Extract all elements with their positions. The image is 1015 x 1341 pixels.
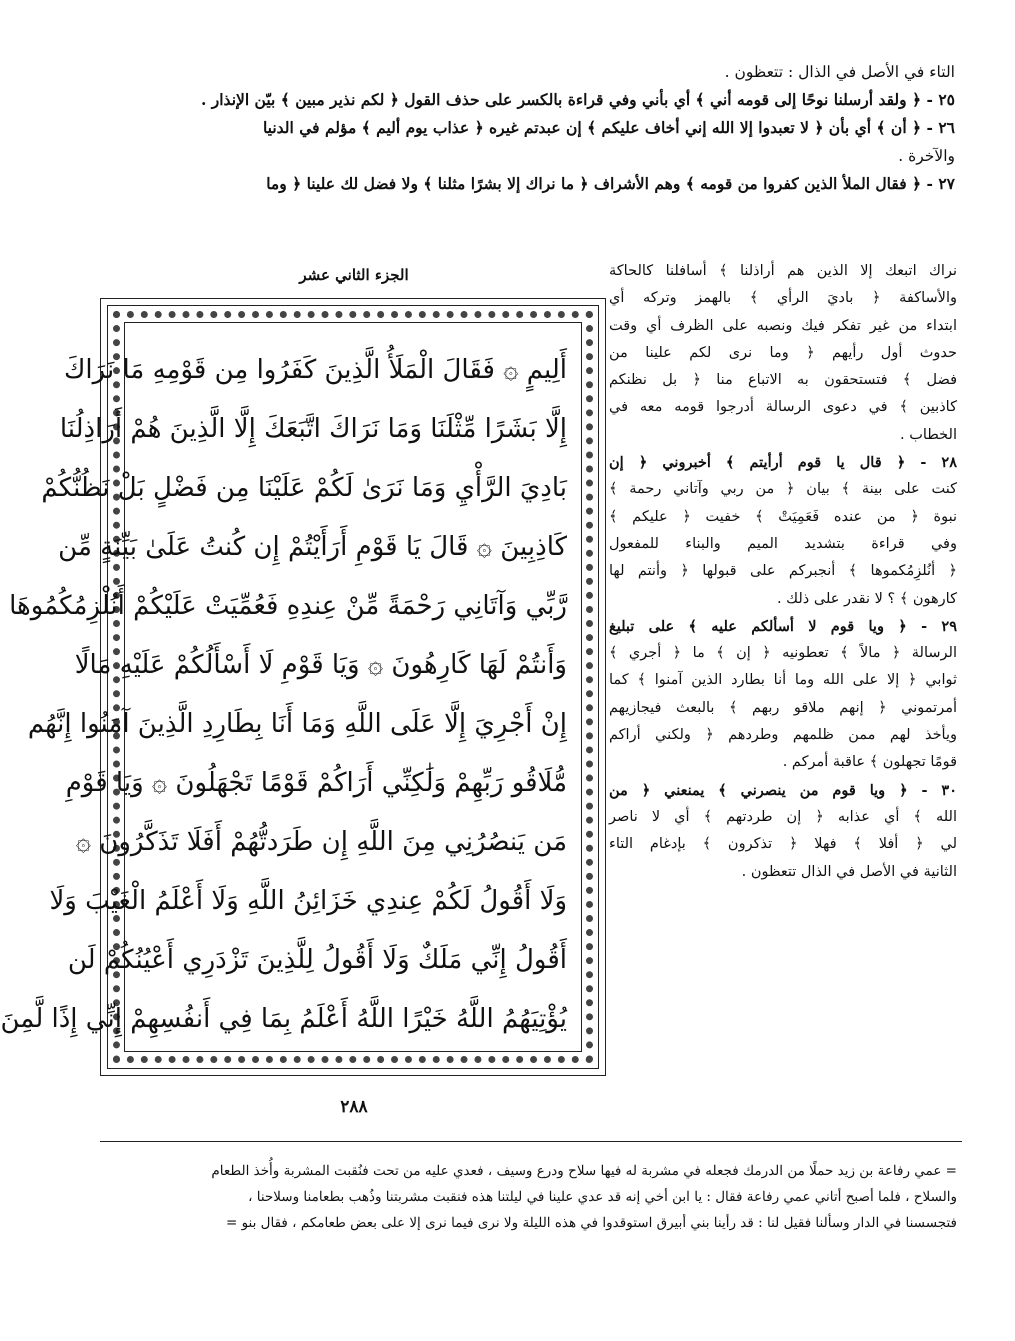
commentary-line: كنت على بينة ﴾ بيان ﴿ من ربي وآتاني رحمة ﴾ [609,481,957,498]
side-commentary [609,258,957,886]
footnote-line: والسلاح ، فلما أصبح أتاني عمي رفاعة فقال : يا ابن أخي إنه قد عدي علينا في ليلتنا هذه فنقبت مشربتنا وذُهب بطعامنا وسلاحنا ، [248,1189,957,1205]
quran-line: بَادِيَ الرَّأْيِ وَمَا نَرَىٰ لَكُمْ عَلَيْنَا مِن فَضْلٍ بَلْ نَظُنُّكُمْ [41,473,567,503]
commentary-line: ابتداء من غير تفكر فيك ونصبه على الظرف أي وقت [609,317,957,334]
footnote-line: فتجسسنا في الدار وسألنا فقيل لنا : قد رأينا بني أبيرق استوقدوا في هذه الليلة ولا نرى فيما نرى إلا على بعض طعامكم ، فقال بنو = [225,1215,957,1231]
commentary-line: كارهون ﴾ ؟ لا نقدر على ذلك . [776,590,957,607]
commentary-line: ٢٦ - ﴿ أن ﴾ أي بأن ﴿ لا تعبدوا إلا الله إني أخاف عليكم ﴾ إن عبدتم غيره ﴿ عذاب يوم أليم ﴾ مؤلم في الدنيا [262,118,955,137]
commentary-line: الخطاب . [900,426,957,443]
commentary-line: ٣٠ - ﴿ ويا قوم من ينصرني ﴾ يمنعني ﴿ من [609,781,957,799]
commentary-line: نراك اتبعك إلا الذين هم أراذلنا ﴾ أسافلنا كالحاكة [609,263,957,279]
commentary-line: كاذبين ﴾ في دعوى الرسالة أدرجوا قومه معه في [609,399,957,416]
footnote [93,1158,957,1236]
commentary-line: فضل ﴾ فتستحقون به الاتباع منا ﴿ بل نظنكم [609,372,957,389]
commentary-line: وفي قراءة بتشديد الميم والبناء للمفعول [609,535,957,552]
quran-line: وَلَا أَقُولُ لَكُمْ عِندِي خَزَائِنُ اللَّهِ وَلَا أَعْلَمُ الْغَيْبَ وَلَا [49,886,567,916]
commentary-line: نبوة ﴿ من عنده فَعَمِيَتْ ﴾ خفيت ﴿ عليكم ﴾ [609,508,957,525]
commentary-line: الله ﴾ أي عذابه ﴿ إن طردتهم ﴾ أي لا ناصر [609,808,957,825]
commentary-line: ٢٩ - ﴿ ويا قوم لا أسألكم عليه ﴾ على تبليغ [609,617,957,635]
commentary-line: ﴿ أنُلزِمُكموها ﴾ أنجبركم على قبولها ﴿ وأنتم لها [609,563,957,580]
commentary-line: التاء في الأصل في الذال : تتعظون . [724,63,955,81]
commentary-line: ثوابي ﴿ إلا على الله وما أنا بطارد الذين آمنوا ﴾ كما [609,672,957,689]
quran-line: أَقُولُ إِنِّي مَلَكٌ وَلَا أَقُولُ لِلَّذِينَ تَزْدَرِي أَعْيُنُكُمْ لَن [67,945,567,975]
commentary-line: أمرتموني ﴿ إنهم ملاقو ربهم ﴾ بالبعث فيجازيهم [609,699,957,716]
quran-text [0,322,582,1052]
commentary-line: الثانية في الأصل في الذال تتعظون . [741,863,957,880]
commentary-line: الرسالة ﴿ مالاً ﴾ تعطونيه ﴿ إن ﴾ ما ﴿ أجري ﴾ [609,645,957,662]
commentary-line: لي ﴿ أفلا ﴾ فهلا ﴿ تذكرون ﴾ بإدغام التاء [609,836,957,853]
quran-line: مَن يَنصُرُنِي مِنَ اللَّهِ إِن طَرَدتُّهُمْ أَفَلَا تَذَكَّرُونَ ۞ [75,827,567,857]
footnote-divider [100,1141,962,1142]
commentary-line: ٢٥ - ﴿ ولقد أرسلنا نوحًا إلى قومه أني ﴾ أي بأني وفي قراءة بالكسر على حذف القول ﴿ لكم نذير مبين ﴾ بيّن الإنذار . [200,90,955,109]
commentary-line: حدوث أول رأيهم ﴿ وما نرى لكم علينا من [609,344,957,361]
commentary-line: ٢٧ - ﴿ فقال الملأ الذين كفروا من قومه ﴾ وهم الأشراف ﴿ ما نراك إلا بشرًا مثلنا ﴾ ولا فضل لك علينا ﴿ وما [266,174,955,193]
quran-line: كَاذِبِينَ ۞ قَالَ يَا قَوْمِ أَرَأَيْتُمْ إِن كُنتُ عَلَىٰ بَيِّنَةٍ مِّن [58,532,567,562]
juz-title: الجزء الثاني عشر [299,266,409,284]
quran-line: إِنْ أَجْرِيَ إِلَّا عَلَى اللَّهِ وَمَا أَنَا بِطَارِدِ الَّذِينَ آمَنُوا إِنَّهُم [27,709,567,739]
quran-line: إِلَّا بَشَرًا مِّثْلَنَا وَمَا نَرَاكَ اتَّبَعَكَ إِلَّا الَّذِينَ هُمْ أَرَاذِلُنَا [59,414,567,444]
mushaf-frame [0,298,606,1076]
quran-line: وَأَنتُمْ لَهَا كَارِهُونَ ۞ وَيَا قَوْمِ لَا أَسْأَلُكُمْ عَلَيْهِ مَالًا [74,650,567,680]
top-commentary [89,58,955,198]
commentary-line: ٢٨ - ﴿ قال يا قوم أرأيتم ﴾ أخبروني ﴿ إن [609,454,957,472]
quran-line: أَلِيمٍ ۞ فَقَالَ الْمَلَأُ الَّذِينَ كَفَرُوا مِن قَوْمِهِ مَا نَرَاكَ [63,355,567,385]
page-number: ٢٨٨ [340,1097,368,1117]
quran-line: رَّبِّي وَآتَانِي رَحْمَةً مِّنْ عِندِهِ فَعُمِّيَتْ عَلَيْكُمْ أَنُلْزِمُكُمُوهَا [9,591,567,621]
commentary-line: والأساكفة ﴿ باديَ الرأي ﴾ بالهمز وتركه أي [609,290,957,307]
commentary-line: ويأخذ لهم ممن ظلمهم وطردهم ﴿ ولكني أراكم [609,727,957,744]
commentary-line: قومًا تجهلون ﴾ عاقبة أمركم . [782,754,957,771]
quran-line: يُؤْتِيَهُمُ اللَّهُ خَيْرًا اللَّهُ أَعْلَمُ بِمَا فِي أَنفُسِهِمْ إِنِّي إِذًا لَّمِنَ [0,1004,567,1034]
commentary-line: والآخرة . [898,147,955,165]
quran-line: مُّلَاقُو رَبِّهِمْ وَلَٰكِنِّي أَرَاكُمْ قَوْمًا تَجْهَلُونَ ۞ وَيَا قَوْمِ [65,768,567,798]
ornamental-border [0,311,593,1063]
footnote-line: = عمي رفاعة بن زيد حملًا من الدرمك فجعله في مشربة له فيها سلاح ودرع وسيف ، فعدي عليه من تحت فنُقبت المشربة وأُخذ الطعام [211,1163,957,1179]
